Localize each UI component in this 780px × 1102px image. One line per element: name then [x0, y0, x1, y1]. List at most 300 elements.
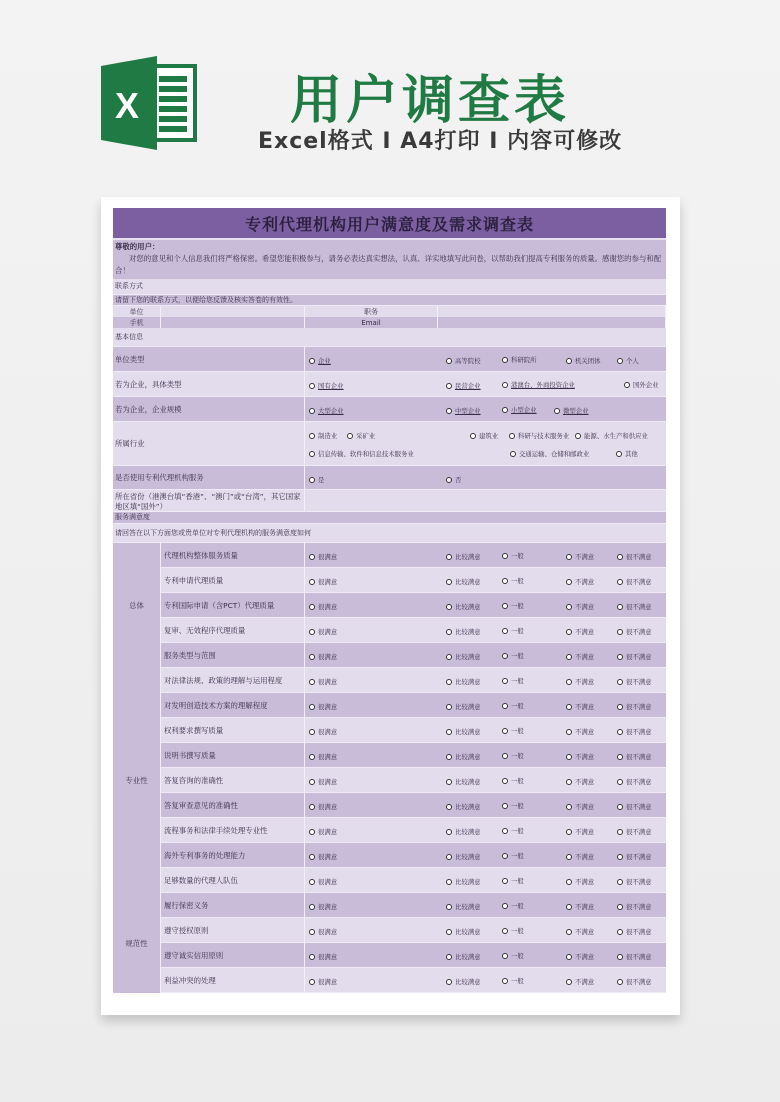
- radio-icon: [502, 357, 508, 363]
- rating-options: [305, 643, 666, 667]
- radio-label: 很满意: [318, 578, 338, 586]
- radio-icon: [566, 804, 572, 810]
- radio-icon: [446, 629, 452, 635]
- radio-icon: [309, 879, 315, 885]
- radio-option[interactable]: [446, 827, 481, 836]
- item-label: 对发明创造技术方案的理解程度: [161, 693, 305, 717]
- radio-label: 很不满意: [626, 628, 652, 636]
- banner: [0, 0, 780, 200]
- label-company: 单位: [113, 306, 161, 317]
- rating-options: [305, 768, 666, 792]
- radio-label: 很不满意: [626, 853, 652, 861]
- radio-label: 比较满意: [455, 553, 481, 561]
- satisfaction-group: [113, 668, 666, 893]
- radio-icon: [470, 433, 476, 439]
- radio-label: 比较满意: [455, 828, 481, 836]
- radio-option[interactable]: [446, 652, 481, 661]
- radio-option[interactable]: [617, 877, 652, 886]
- radio-option[interactable]: [446, 952, 481, 961]
- radio-icon: [309, 929, 315, 935]
- radio-option[interactable]: [617, 677, 652, 686]
- radio-label: 不满意: [575, 828, 595, 836]
- rating-options: [305, 943, 666, 967]
- radio-option[interactable]: 能源、水生产和供应业: [575, 431, 648, 440]
- radio-option[interactable]: [446, 727, 481, 736]
- radio-icon: [309, 704, 315, 710]
- contact-row-2: [113, 317, 666, 328]
- satisfaction-heading-row: [113, 512, 666, 524]
- satisfaction-row: [161, 818, 666, 843]
- radio-icon: [446, 829, 452, 835]
- radio-option[interactable]: 高等院校: [446, 356, 481, 365]
- radio-icon: [617, 704, 623, 710]
- radio-option[interactable]: [502, 626, 524, 635]
- radio-option[interactable]: [502, 551, 524, 560]
- satisfaction-row: [161, 868, 666, 893]
- radio-option[interactable]: [502, 851, 524, 860]
- radio-label: 很不满意: [626, 903, 652, 911]
- radio-label: 比较满意: [455, 703, 481, 711]
- radio-label: 一般: [511, 727, 524, 735]
- radio-option[interactable]: [566, 952, 594, 961]
- radio-label: 很不满意: [626, 753, 652, 761]
- radio-icon: [566, 954, 572, 960]
- radio-option[interactable]: [566, 852, 594, 861]
- radio-icon: [446, 604, 452, 610]
- radio-label: 很不满意: [626, 578, 652, 586]
- radio-option[interactable]: 机关团体: [566, 356, 601, 365]
- radio-icon: [617, 629, 623, 635]
- radio-icon: [617, 779, 623, 785]
- contact-heading-row: [113, 279, 666, 295]
- satisfaction-row: [161, 643, 666, 668]
- radio-icon: [617, 979, 623, 985]
- radio-option[interactable]: [309, 977, 337, 986]
- banner-subtitle: Excel格式 I A4打印 I 内容可修改: [258, 129, 623, 154]
- radio-option[interactable]: [309, 577, 337, 586]
- radio-label: 很不满意: [626, 553, 652, 561]
- radio-option[interactable]: [446, 577, 481, 586]
- radio-icon: [309, 654, 315, 660]
- radio-icon: [309, 579, 315, 585]
- radio-icon: [502, 953, 508, 959]
- radio-option[interactable]: 港澳台、外商投资企业: [502, 380, 575, 389]
- rating-options: [305, 968, 666, 992]
- intro-block: [113, 240, 666, 279]
- radio-label: 比较满意: [455, 778, 481, 786]
- radio-option[interactable]: [566, 702, 594, 711]
- radio-option[interactable]: [309, 952, 337, 961]
- radio-label: 不满意: [575, 953, 595, 961]
- radio-option[interactable]: [617, 952, 652, 961]
- radio-option[interactable]: 否: [446, 475, 461, 484]
- rating-options: [305, 868, 666, 892]
- radio-option[interactable]: [502, 951, 524, 960]
- rating-options: [305, 718, 666, 742]
- radio-option[interactable]: 企业: [309, 356, 331, 365]
- radio-option[interactable]: [446, 752, 481, 761]
- question-label: 所在省份（港澳台填“香港”、“澳门”或“台湾”，其它国家地区填“国外”）: [113, 490, 305, 511]
- radio-label: 不满意: [575, 778, 595, 786]
- radio-label: 一般: [511, 602, 524, 610]
- radio-icon: [502, 382, 508, 388]
- radio-option[interactable]: [566, 577, 594, 586]
- radio-icon: [617, 654, 623, 660]
- radio-label: 一般: [511, 827, 524, 835]
- radio-icon: [446, 854, 452, 860]
- input-email[interactable]: [438, 317, 666, 328]
- rating-options: [305, 618, 666, 642]
- radio-option[interactable]: [617, 802, 652, 811]
- question-company-size: [113, 397, 666, 422]
- radio-option[interactable]: [502, 926, 524, 935]
- radio-icon: [502, 878, 508, 884]
- radio-icon: [566, 904, 572, 910]
- radio-icon: [617, 554, 623, 560]
- radio-label: 很满意: [318, 728, 338, 736]
- question-industry: [113, 422, 666, 466]
- input-company[interactable]: [161, 306, 305, 317]
- radio-icon: [446, 679, 452, 685]
- radio-label: 很不满意: [626, 978, 652, 986]
- radio-option[interactable]: [566, 877, 594, 886]
- radio-option[interactable]: [566, 652, 594, 661]
- radio-option[interactable]: 大型企业: [309, 406, 344, 415]
- satisfaction-row: [161, 768, 666, 793]
- radio-option[interactable]: [566, 927, 594, 936]
- radio-option[interactable]: 个人: [617, 356, 639, 365]
- radio-icon: [446, 879, 452, 885]
- radio-option[interactable]: 微型企业: [554, 406, 589, 415]
- radio-option[interactable]: [617, 652, 652, 661]
- radio-option[interactable]: 信息传输、软件和信息技术服务业: [309, 449, 414, 458]
- radio-option[interactable]: [309, 777, 337, 786]
- radio-option[interactable]: [617, 852, 652, 861]
- radio-option[interactable]: [502, 776, 524, 785]
- satisfaction-row: [161, 893, 666, 918]
- radio-option[interactable]: [566, 777, 594, 786]
- radio-label: 比较满意: [455, 753, 481, 761]
- radio-option[interactable]: [309, 802, 337, 811]
- radio-icon: [446, 408, 452, 414]
- radio-label: 一般: [511, 677, 524, 685]
- greeting: 尊敬的用户：: [115, 242, 160, 251]
- satisfaction-row: [161, 618, 666, 643]
- radio-label: 一般: [511, 627, 524, 635]
- radio-option[interactable]: [617, 727, 652, 736]
- radio-option[interactable]: [566, 977, 594, 986]
- radio-label: 比较满意: [455, 878, 481, 886]
- radio-label: 很不满意: [626, 728, 652, 736]
- radio-option[interactable]: [502, 826, 524, 835]
- radio-option[interactable]: 科研院所: [502, 355, 537, 364]
- item-label: 海外专利事务的处理能力: [161, 843, 305, 867]
- rating-options: [305, 593, 666, 617]
- radio-option[interactable]: [309, 677, 337, 686]
- satisfaction-row: [161, 743, 666, 768]
- radio-icon: [309, 629, 315, 635]
- radio-icon: [502, 678, 508, 684]
- radio-option[interactable]: [309, 902, 337, 911]
- radio-icon: [502, 703, 508, 709]
- group-label: 总体: [113, 543, 161, 668]
- survey-sheet: [113, 208, 666, 993]
- radio-option[interactable]: [566, 727, 594, 736]
- radio-icon: [309, 979, 315, 985]
- radio-option[interactable]: [617, 552, 652, 561]
- question-label: 所属行业: [113, 422, 305, 465]
- rating-options: [305, 568, 666, 592]
- radio-icon: [446, 929, 452, 935]
- radio-label: 很满意: [318, 803, 338, 811]
- radio-label: 一般: [511, 952, 524, 960]
- radio-option[interactable]: 交通运输、仓储和邮政业: [510, 449, 589, 458]
- satisfaction-heading: 服务满意度: [115, 513, 150, 521]
- radio-label: 很满意: [318, 828, 338, 836]
- radio-option[interactable]: [502, 651, 524, 660]
- radio-label: 比较满意: [455, 978, 481, 986]
- radio-label: 比较满意: [455, 728, 481, 736]
- radio-icon: [446, 477, 452, 483]
- radio-icon: [566, 929, 572, 935]
- radio-option[interactable]: 中型企业: [446, 406, 481, 415]
- radio-option[interactable]: [502, 576, 524, 585]
- basic-heading-row: [113, 328, 666, 347]
- radio-icon: [617, 579, 623, 585]
- satisfaction-row: [161, 693, 666, 718]
- label-mobile: 手机: [113, 317, 161, 328]
- radio-label: 很不满意: [626, 678, 652, 686]
- radio-option[interactable]: 国外企业: [624, 380, 659, 389]
- radio-option[interactable]: [309, 927, 337, 936]
- radio-option[interactable]: [566, 827, 594, 836]
- radio-option[interactable]: [566, 802, 594, 811]
- radio-icon: [502, 828, 508, 834]
- radio-icon: [347, 433, 353, 439]
- contact-instruction: 请留下您的联系方式，以便给您反馈及核实答卷的有效性。: [115, 295, 297, 304]
- contact-instruction-row: [113, 295, 666, 306]
- radio-icon: [575, 433, 581, 439]
- radio-option[interactable]: 国有企业: [309, 381, 344, 390]
- radio-icon: [566, 554, 572, 560]
- label-position: 职务: [305, 306, 438, 317]
- radio-option[interactable]: [309, 627, 337, 636]
- radio-option[interactable]: [566, 902, 594, 911]
- radio-icon: [566, 879, 572, 885]
- radio-option[interactable]: [617, 927, 652, 936]
- satisfaction-instruction-row: [113, 524, 666, 543]
- radio-option[interactable]: [502, 901, 524, 910]
- radio-icon: [502, 853, 508, 859]
- radio-option[interactable]: [309, 702, 337, 711]
- group-label: 规范性: [113, 893, 161, 993]
- radio-label: 一般: [511, 552, 524, 560]
- rating-options: [305, 743, 666, 767]
- radio-option[interactable]: [617, 702, 652, 711]
- intro-text: 对您的意见和个人信息我们将严格保密。希望您能积极参与，请务必表达真实想法，认真、详实地填写此问卷，以帮助我们提高专利服务的质量。感谢您的参与和配合！: [115, 254, 662, 275]
- radio-option[interactable]: 制造业: [309, 431, 337, 440]
- radio-option[interactable]: [617, 902, 652, 911]
- radio-icon: [566, 729, 572, 735]
- satisfaction-row: [161, 543, 666, 568]
- satisfaction-row: [161, 718, 666, 743]
- input-mobile[interactable]: [161, 317, 305, 328]
- radio-icon: [566, 979, 572, 985]
- radio-option[interactable]: [446, 877, 481, 886]
- province-input[interactable]: [305, 490, 666, 511]
- radio-label: 不满意: [575, 703, 595, 711]
- satisfaction-row: [161, 968, 666, 993]
- radio-option[interactable]: 其他: [616, 449, 638, 458]
- radio-icon: [309, 358, 315, 364]
- radio-option[interactable]: [309, 877, 337, 886]
- radio-option[interactable]: [309, 852, 337, 861]
- radio-label: 很满意: [318, 878, 338, 886]
- radio-label: 比较满意: [455, 628, 481, 636]
- item-label: 服务类型与范围: [161, 643, 305, 667]
- radio-label: 比较满意: [455, 928, 481, 936]
- radio-label: 不满意: [575, 878, 595, 886]
- radio-option[interactable]: 建筑业: [470, 431, 498, 440]
- radio-label: 很不满意: [626, 653, 652, 661]
- rating-options: [305, 543, 666, 567]
- radio-option[interactable]: [502, 801, 524, 810]
- radio-icon: [309, 729, 315, 735]
- input-position[interactable]: [438, 306, 666, 317]
- satisfaction-group: [113, 893, 666, 993]
- radio-label: 很不满意: [626, 778, 652, 786]
- radio-option[interactable]: [502, 751, 524, 760]
- radio-label: 不满意: [575, 728, 595, 736]
- radio-option[interactable]: [617, 977, 652, 986]
- satisfaction-row: [161, 593, 666, 618]
- radio-option[interactable]: [446, 552, 481, 561]
- radio-label: 一般: [511, 977, 524, 985]
- radio-label: 很满意: [318, 678, 338, 686]
- radio-label: 一般: [511, 702, 524, 710]
- radio-option[interactable]: 小型企业: [502, 405, 537, 414]
- radio-option[interactable]: [309, 727, 337, 736]
- satisfaction-row: [161, 793, 666, 818]
- radio-icon: [309, 477, 315, 483]
- radio-label: 不满意: [575, 653, 595, 661]
- radio-label: 不满意: [575, 603, 595, 611]
- radio-label: 很不满意: [626, 878, 652, 886]
- radio-option[interactable]: [617, 602, 652, 611]
- radio-option[interactable]: [446, 602, 481, 611]
- radio-option[interactable]: [566, 752, 594, 761]
- radio-option[interactable]: [309, 827, 337, 836]
- item-label: 对法律法规、政策的理解与运用程度: [161, 668, 305, 692]
- rating-options: [305, 793, 666, 817]
- item-label: 履行保密义务: [161, 893, 305, 917]
- radio-label: 不满意: [575, 928, 595, 936]
- radio-option[interactable]: [309, 652, 337, 661]
- radio-option[interactable]: [446, 977, 481, 986]
- radio-icon: [309, 804, 315, 810]
- item-label: 遵守诚实信用原则: [161, 943, 305, 967]
- radio-option[interactable]: [446, 777, 481, 786]
- radio-option[interactable]: [309, 602, 337, 611]
- radio-option[interactable]: [502, 601, 524, 610]
- radio-icon: [446, 904, 452, 910]
- question-province: [113, 490, 666, 512]
- radio-label: 一般: [511, 752, 524, 760]
- banner-title: 用户调查表: [290, 71, 571, 131]
- radio-option[interactable]: [309, 552, 337, 561]
- radio-icon: [309, 408, 315, 414]
- radio-option[interactable]: [446, 627, 481, 636]
- radio-icon: [446, 804, 452, 810]
- radio-icon: [502, 803, 508, 809]
- radio-icon: [617, 904, 623, 910]
- radio-label: 一般: [511, 652, 524, 660]
- radio-option[interactable]: [502, 726, 524, 735]
- radio-label: 很满意: [318, 928, 338, 936]
- radio-option[interactable]: [446, 802, 481, 811]
- radio-icon: [617, 829, 623, 835]
- options: [305, 347, 666, 371]
- radio-label: 一般: [511, 902, 524, 910]
- radio-label: 很满意: [318, 653, 338, 661]
- radio-option[interactable]: [502, 976, 524, 985]
- radio-option[interactable]: [566, 602, 594, 611]
- radio-icon: [617, 804, 623, 810]
- radio-label: 很不满意: [626, 603, 652, 611]
- radio-option[interactable]: [502, 876, 524, 885]
- radio-label: 一般: [511, 852, 524, 860]
- radio-option[interactable]: 是: [309, 475, 324, 484]
- radio-option[interactable]: [309, 752, 337, 761]
- question-label: 是否使用专利代理机构服务: [113, 466, 305, 489]
- radio-option[interactable]: [566, 627, 594, 636]
- radio-icon: [446, 704, 452, 710]
- radio-label: 很满意: [318, 778, 338, 786]
- radio-icon: [446, 779, 452, 785]
- radio-option[interactable]: [617, 752, 652, 761]
- radio-option[interactable]: 民营企业: [446, 381, 481, 390]
- options: [305, 372, 666, 396]
- radio-option[interactable]: [617, 627, 652, 636]
- radio-option[interactable]: [446, 852, 481, 861]
- radio-option[interactable]: 采矿业: [347, 431, 375, 440]
- radio-option[interactable]: [617, 827, 652, 836]
- radio-label: 比较满意: [455, 953, 481, 961]
- radio-option[interactable]: [446, 927, 481, 936]
- radio-icon: [554, 408, 560, 414]
- group-label: 专业性: [113, 668, 161, 893]
- radio-option[interactable]: [617, 777, 652, 786]
- radio-option[interactable]: [446, 902, 481, 911]
- radio-icon: [309, 954, 315, 960]
- radio-label: 很不满意: [626, 928, 652, 936]
- radio-label: 很满意: [318, 703, 338, 711]
- radio-option[interactable]: [446, 702, 481, 711]
- radio-option[interactable]: [566, 552, 594, 561]
- contact-row-1: [113, 306, 666, 317]
- radio-icon: [502, 653, 508, 659]
- question-uses-agency: [113, 466, 666, 490]
- radio-option[interactable]: [446, 677, 481, 686]
- rating-options: [305, 693, 666, 717]
- radio-option[interactable]: [617, 577, 652, 586]
- radio-option[interactable]: 科研与技术服务业: [509, 431, 569, 440]
- radio-label: 不满意: [575, 628, 595, 636]
- radio-option[interactable]: [566, 677, 594, 686]
- radio-option[interactable]: [502, 701, 524, 710]
- radio-label: 很不满意: [626, 828, 652, 836]
- radio-option[interactable]: [502, 676, 524, 685]
